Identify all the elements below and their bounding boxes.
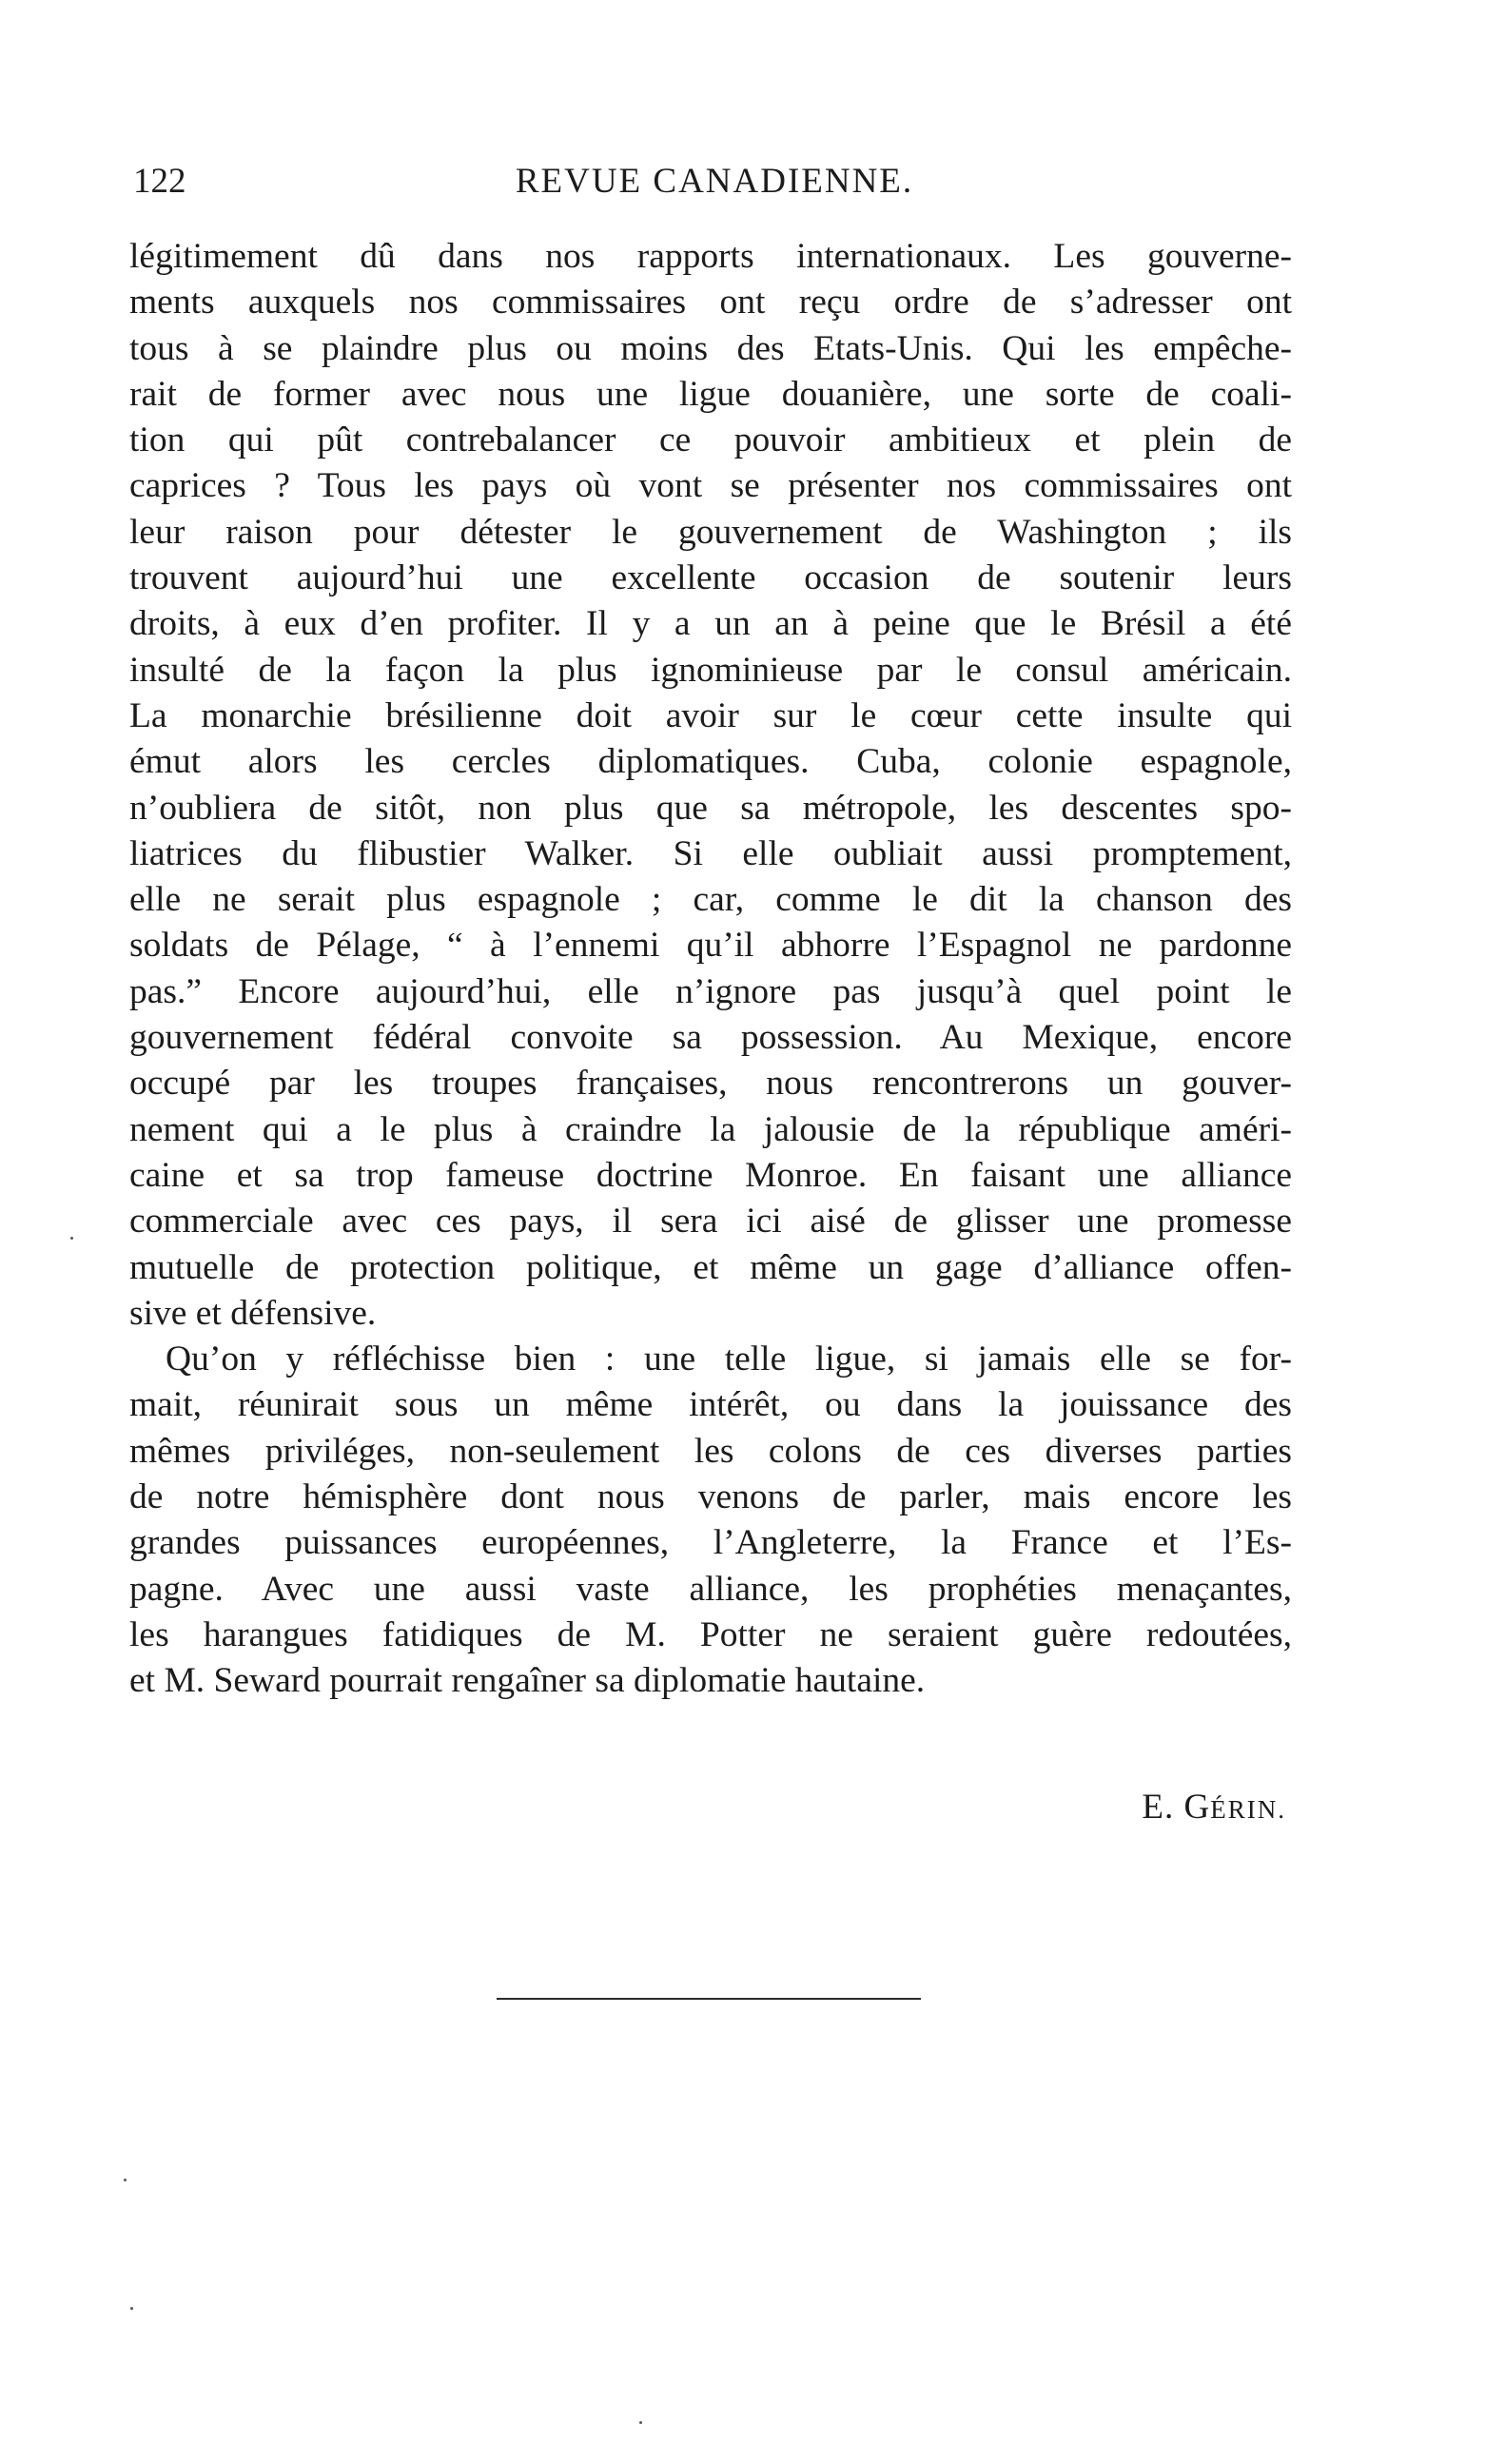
end-rule [497,1998,921,2000]
text-line: et M. Seward pourrait rengaîner sa diplomatie hautaine. [129,1661,926,1701]
text-line: grandes puissances européennes, l’Angleterre, la France et l’Es- [129,1523,1292,1563]
text-line: liatrices du flibustier Walker. Si elle oubliait aussi promptement, [129,833,1292,873]
signature-initial: E. G [1142,1788,1211,1827]
text-line: caine et sa trop fameuse doctrine Monroe. En faisant une alliance [129,1155,1292,1195]
text-line: mêmes priviléges, non-seulement les colons de ces diverses parties [129,1431,1292,1471]
author-signature [1142,1784,1286,1833]
signature-surname: ÉRIN. [1210,1795,1286,1824]
text-line: émut alors les cercles diplomatiques. Cuba, colonie espagnole, [129,742,1292,782]
paper-speck [130,2307,133,2310]
text-line: gouvernement fédéral convoite sa possession. Au Mexique, encore [129,1018,1292,1058]
text-line: commerciale avec ces pays, il sera ici aisé de glisser une promesse [129,1202,1292,1242]
paper-speck [639,2421,642,2424]
paper-speck [124,2179,127,2181]
text-line: droits, à eux d’en profiter. Il y a un an à peine que le Brésil a été [129,604,1292,644]
text-line: nement qui a le plus à craindre la jalousie de la république améri- [129,1109,1292,1149]
text-line: tous à se plaindre plus ou moins des Etats-Unis. Qui les empêche- [129,328,1292,368]
running-head [133,158,1296,205]
text-line: mait, réunirait sous un même intérêt, ou dans la jouissance des [129,1385,1292,1425]
text-line: pagne. Avec une aussi vaste alliance, les prophéties menaçantes, [129,1569,1292,1609]
text-line: les harangues fatidiques de M. Potter ne seraient guère redoutées, [129,1614,1292,1654]
text-line: légitimement dû dans nos rapports internationaux. Les gouverne- [129,237,1292,276]
text-line: pas.” Encore aujourd’hui, elle n’ignore pas jusqu’à quel point le [129,971,1292,1011]
text-line: ments auxquels nos commissaires ont reçu ordre de s’adresser ont [129,283,1292,323]
text-line: occupé par les troupes françaises, nous rencontrerons un gouver- [129,1064,1292,1104]
text-line: trouvent aujourd’hui une excellente occasion de soutenir leurs [129,558,1292,598]
article-body [129,234,1292,1705]
text-line: sive et défensive. [129,1293,377,1333]
text-line: elle ne serait plus espagnole ; car, comme le dit la chanson des [129,880,1292,920]
text-line: tion qui pût contrebalancer ce pouvoir ambitieux et plein de [129,420,1292,460]
text-line: mutuelle de protection politique, et même un gage d’alliance offen- [129,1247,1292,1287]
text-line: leur raison pour détester le gouvernement de Washington ; ils [129,512,1292,552]
text-line: soldats de Pélage, “ à l’ennemi qu’il abhorre l’Espagnol ne pardonne [129,926,1292,966]
text-line: Qu’on y réfléchisse bien : une telle ligue, si jamais elle se for- [166,1340,1292,1379]
journal-title: REVUE CANADIENNE. [515,162,914,201]
text-line: de notre hémisphère dont nous venons de parler, mais encore les [129,1477,1292,1517]
text-line: rait de former avec nous une ligue douanière, une sorte de coali- [129,374,1292,414]
text-line: caprices ? Tous les pays où vont se présenter nos commissaires ont [129,466,1292,506]
text-line: n’oubliera de sitôt, non plus que sa métropole, les descentes spo- [129,788,1292,828]
paper-speck [70,1237,73,1240]
text-line: insulté de la façon la plus ignominieuse par le consul américain. [129,650,1292,690]
text-line: La monarchie brésilienne doit avoir sur le cœur cette insulte qui [129,695,1292,735]
page-number: 122 [133,162,186,201]
